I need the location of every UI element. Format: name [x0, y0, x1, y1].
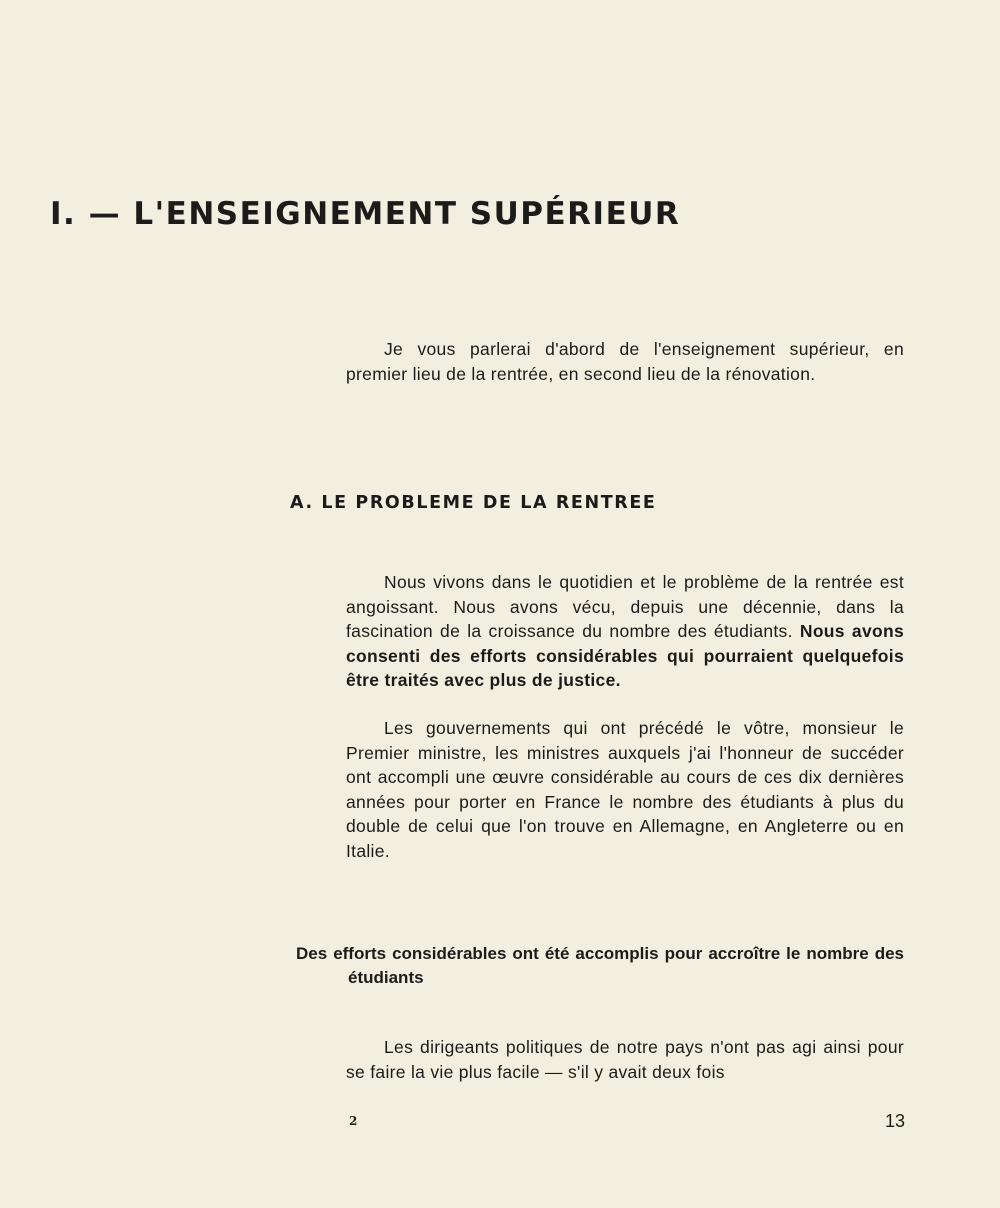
section-heading: A. LE PROBLEME DE LA RENTREE — [290, 493, 657, 513]
paragraph-1-plain: Nous vivons dans le quotidien et le problème de la rentrée est angoissant. Nous avons vécu, depuis une décennie, dans la fascination de la croissance du nombre des étudiants. — [346, 572, 904, 641]
body-paragraph-1 — [346, 570, 904, 693]
subheading: Des efforts considérables ont été accomplis pour accroître le nombre des étudiants — [296, 944, 904, 987]
paragraph-2-text: Les gouvernements qui ont précédé le vôtre, monsieur le Premier ministre, les ministres auxquels j'ai l'honneur de succéder ont accompli une œuvre considérable au cours de ces dix dernières années pour porter en France le nombre des étudiants à plus du double de celui que l'on trouve en Allemagne, en Angleterre ou en Italie. — [346, 718, 904, 861]
intro-paragraph — [346, 337, 904, 386]
body-paragraph-2 — [346, 716, 904, 863]
chapter-title: I. — L'ENSEIGNEMENT SUPÉRIEUR — [50, 196, 681, 232]
page-number: 13 — [885, 1111, 906, 1131]
paragraph-3-text: Les dirigeants politiques de notre pays n'ont pas agi ainsi pour se faire la vie plus facile — s'il y avait deux fois — [346, 1037, 904, 1082]
body-paragraph-3 — [346, 1035, 904, 1084]
intro-text: Je vous parlerai d'abord de l'enseignement supérieur, en premier lieu de la rentrée, en second lieu de la rénovation. — [346, 339, 904, 384]
signature-mark: 2 — [349, 1114, 358, 1128]
paragraph-1-bold: Nous avons consenti des efforts considérables qui pourraient quelquefois être traités avec plus de justice. — [346, 621, 904, 690]
